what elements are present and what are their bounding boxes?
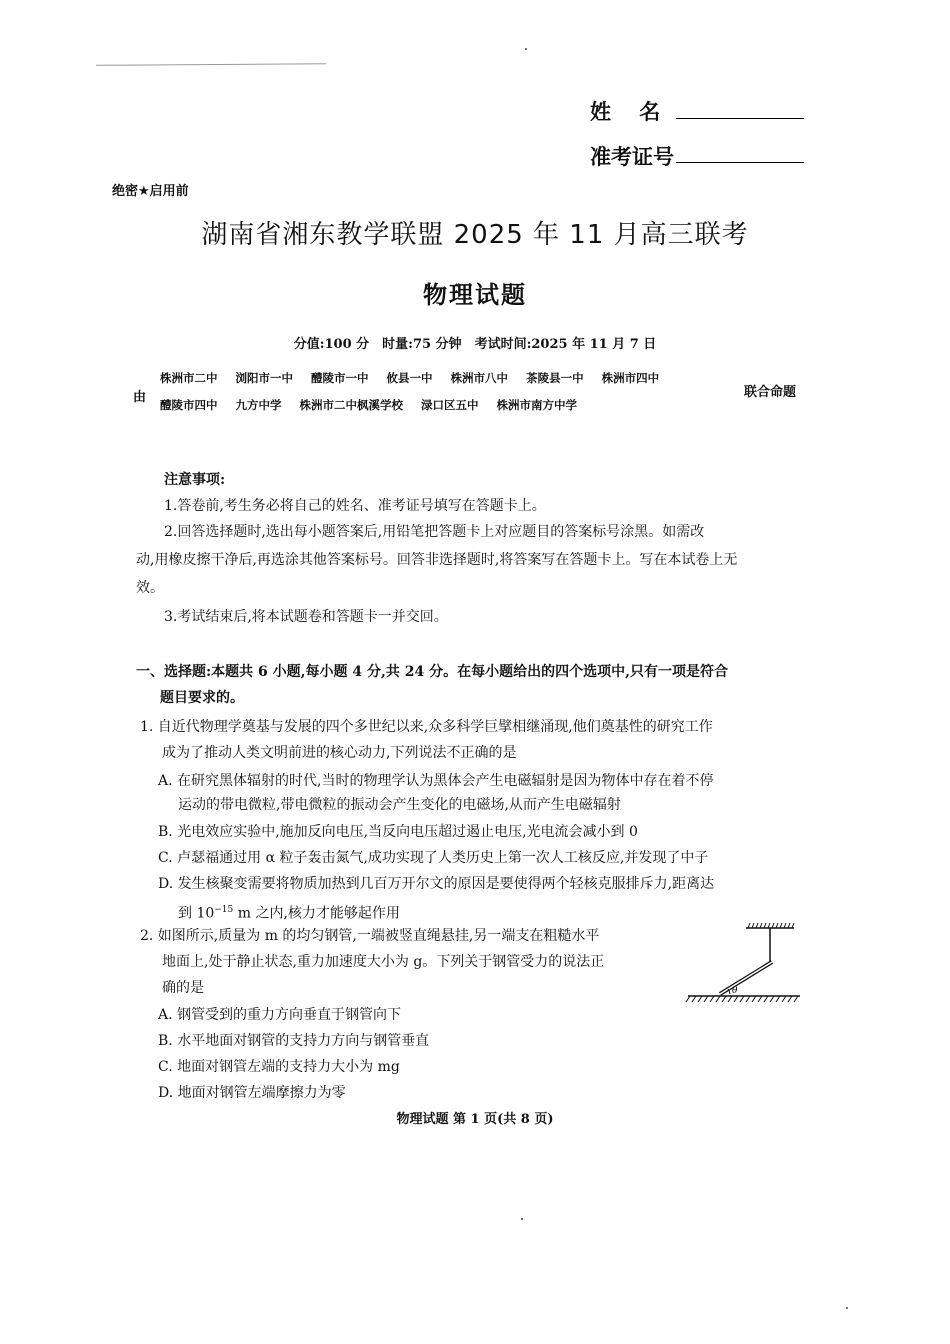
scan-artifact-dot [525,48,527,50]
school-name: 渌口区五中 [421,398,479,412]
q2-stem-line-2: 地面上,处于静止状态,重力加速度大小为 g。下列关于钢管受力的说法正 [162,954,605,970]
q2-option-c: C. 地面对钢管左端的支持力大小为 mg [158,1059,400,1075]
q1-d-exponent: −15 [214,905,234,915]
ground-hatch [686,996,798,1002]
school-name: 株洲市南方中学 [496,398,578,412]
q1-option-b: B. 光电效应实验中,施加反向电压,当反向电压超过遏止电压,光电流会减小到 0 [158,824,638,840]
q1-option-c: C. 卢瑟福通过用 α 粒子轰击氮气,成功实现了人类历史上第一次人工核反应,并发现了中子 [158,850,709,866]
q2-option-b: B. 水平地面对钢管的支持力方向与钢管垂直 [158,1033,430,1049]
q2-option-d: D. 地面对钢管左端摩擦力为零 [158,1085,346,1101]
q1-d-text-post: m 之内,核力才能够起作用 [233,905,400,922]
exam-id-field[interactable] [676,162,804,163]
school-name: 株洲市二中 [160,371,218,385]
authors-suffix: 联合命题 [744,385,797,400]
q1-d-text-pre: 到 10 [178,905,215,922]
school-name: 攸县一中 [386,371,433,385]
authors-prefix: 由 [133,390,147,405]
school-name: 茶陵县一中 [526,371,584,385]
q1-option-a-line-1: A. 在研究黑体辐射的时代,当时的物理学认为黑体会产生电磁辐射是因为物体中存在着不停 [158,773,714,789]
page-title: 湖南省湘东教学联盟 2025 年 11 月高三联考 [201,220,749,250]
notice-item-2-line-1: 2.回答选择题时,选出每小题答案后,用铅笔把答题卡上对应题目的答案标号涂黑。如需改 [164,524,705,540]
school-name: 株洲市四中 [601,371,660,385]
name-label: 姓 名 [590,100,661,124]
notice-item-1: 1.答卷前,考生务必将自己的姓名、准考证号填写在答题卡上。 [164,498,546,514]
school-name: 株洲市八中 [450,371,509,385]
q2-stem-line-3: 确的是 [162,980,204,996]
section-heading-line-1: 一、选择题:本题共 6 小题,每小题 4 分,共 24 分。在每小题给出的四个选项中,只有一项是符合 [136,664,728,680]
q2-option-a: A. 钢管受到的重力方向垂直于钢管向下 [158,1007,402,1023]
exam-meta: 分值:100 分 时量:75 分钟 考试时间:2025 年 11 月 7 日 [293,337,657,352]
scan-artifact-line [96,63,326,66]
q1-stem-line-1: 1. 自近代物理学奠基与发展的四个多世纪以来,众多科学巨擘相继涌现,他们奠基性的研究工作 [140,719,713,735]
notice-item-2-line-3: 效。 [136,580,164,596]
section-heading-line-2: 题目要求的。 [160,690,244,706]
school-name: 浏阳市一中 [235,371,294,385]
school-name: 九方中学 [235,398,282,412]
notice-item-2-line-2: 动,用橡皮擦干净后,再选涂其他答案标号。回答非选择题时,将答案写在答题卡上。写在本试卷上无 [136,552,738,568]
page-footer: 物理试题 第 1 页(共 8 页) [396,1112,554,1127]
notice-item-3: 3.考试结束后,将本试题卷和答题卡一并交回。 [164,609,448,625]
schools-row-1 [160,370,673,386]
exam-id-label: 准考证号 [590,145,674,169]
subject-title: 物理试题 [423,281,527,309]
school-name: 株洲市二中枫溪学校 [299,398,404,412]
scan-artifact-dot [521,1218,523,1220]
q1-option-d-line-1: D. 发生核聚变需要将物质加热到几百万开尔文的原因是要使得两个轻核克服排斥力,距离达 [158,876,715,892]
notice-heading: 注意事项: [164,472,226,488]
school-name: 醴陵市一中 [311,371,369,385]
confidential-mark: 绝密★启用前 [112,184,189,199]
angle-theta-label: θ [732,986,738,996]
q1-stem-line-2: 成为了推动人类文明前进的核心动力,下列说法不正确的是 [162,745,517,761]
q2-stem-line-1: 2. 如图所示,质量为 m 的均匀钢管,一端被竖直绳悬挂,另一端支在粗糙水平 [140,928,600,944]
schools-row-2 [160,397,591,413]
q1-option-a-line-2: 运动的带电微粒,带电微粒的振动会产生变化的电磁场,从而产生电磁辐射 [178,797,621,813]
name-field[interactable] [676,118,804,119]
q2-figure [684,922,806,1012]
scan-artifact-dot [846,1307,848,1309]
school-name: 醴陵市四中 [160,398,218,412]
